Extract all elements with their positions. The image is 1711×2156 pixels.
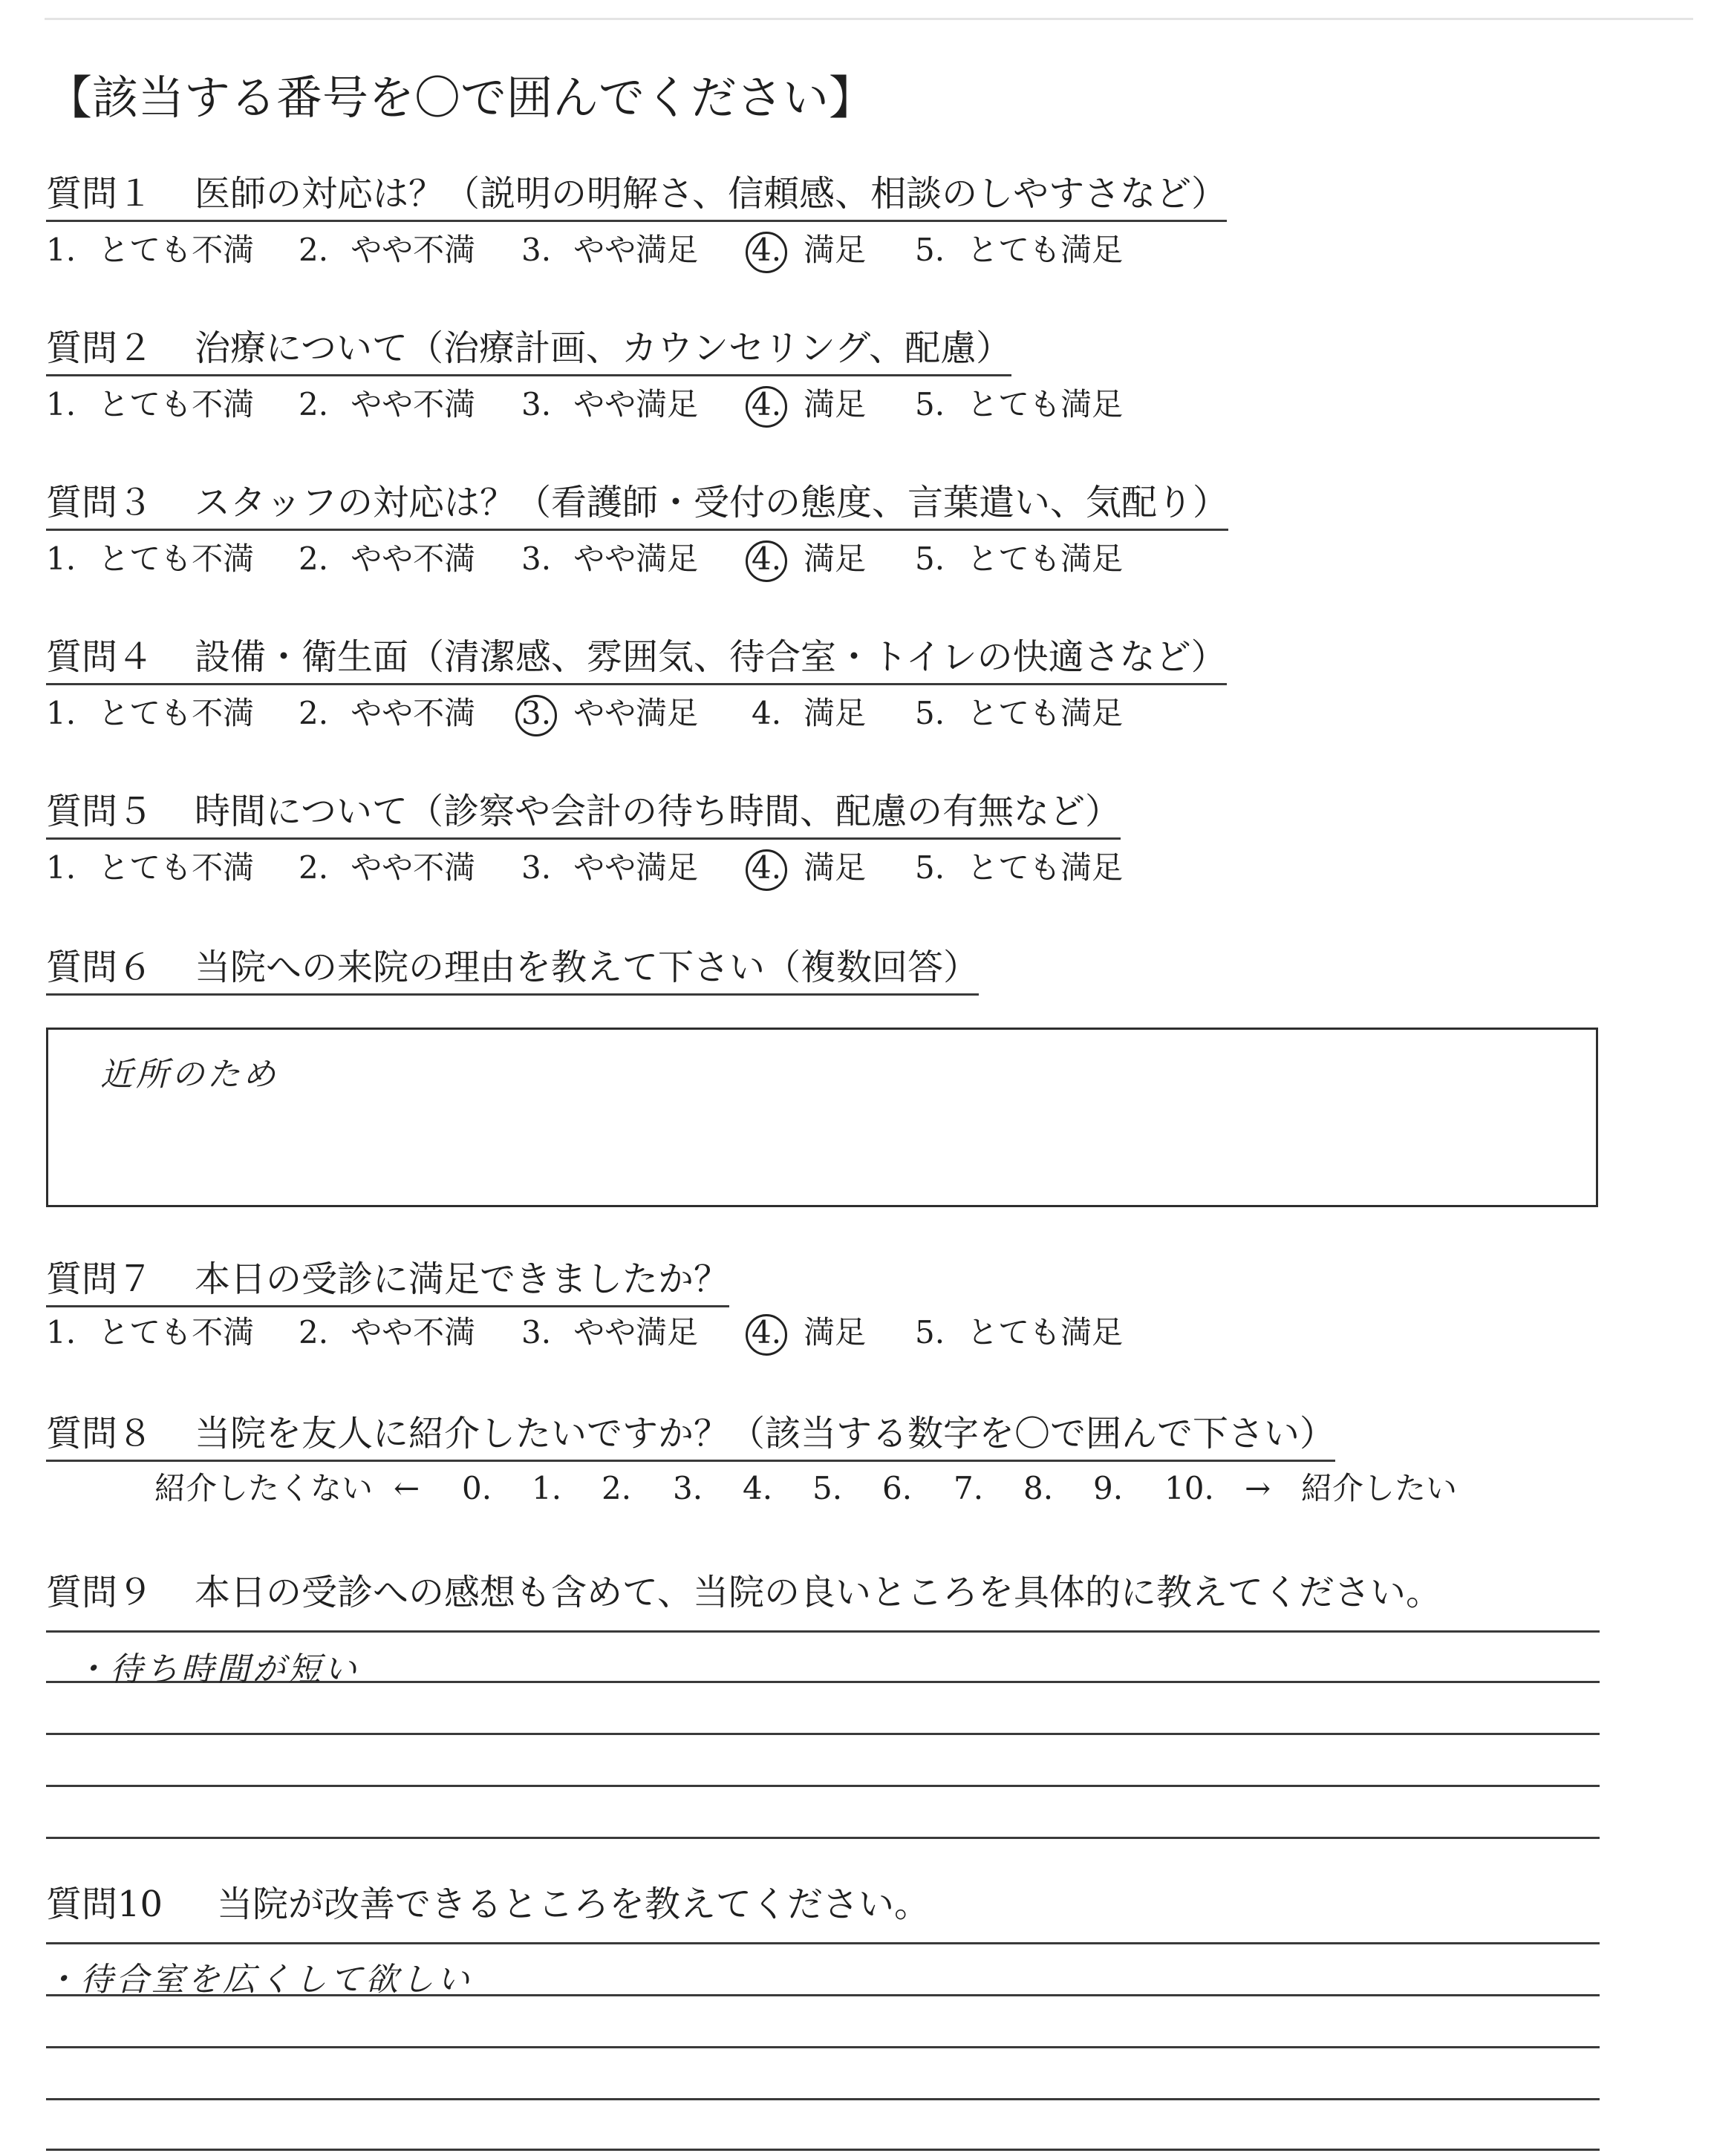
choice-label: やや不満 — [351, 232, 476, 268]
choice-label: とても不満 — [98, 232, 255, 268]
answer-line — [46, 2149, 1600, 2151]
choice-label: とても不満 — [98, 1314, 255, 1350]
choice-option-2[interactable] — [299, 1314, 475, 1351]
scale-value-1[interactable]: 1. — [532, 1470, 562, 1506]
choice-label: やや不満 — [351, 695, 476, 731]
page-heading: 【該当する番号を〇で囲んでください】 — [46, 71, 876, 125]
answer-line — [46, 1733, 1600, 1735]
choice-option-1[interactable] — [46, 232, 254, 269]
choice-number: 2. — [299, 386, 329, 422]
scale-value-2[interactable]: 2. — [602, 1470, 632, 1506]
choice-label: やや満足 — [573, 1314, 699, 1350]
choice-option-4[interactable] — [752, 849, 866, 886]
choice-label: とても不満 — [98, 695, 255, 731]
choice-option-2[interactable] — [299, 695, 475, 732]
question-number: 質問２ — [46, 327, 154, 369]
choice-number: 2. — [299, 849, 329, 886]
scale-value-4[interactable]: 4. — [743, 1470, 773, 1506]
handwritten-answer: ・待合室を広くして欲しい — [45, 1961, 472, 1999]
choice-option-5[interactable] — [915, 540, 1123, 578]
scale-value-10[interactable]: 10. — [1164, 1470, 1214, 1506]
choice-number: 4. — [752, 1314, 782, 1350]
recommend-scale — [0, 1470, 1711, 1507]
choice-number: 3. — [521, 232, 552, 268]
question-number: 質問５ — [46, 791, 154, 832]
answer-line — [46, 1630, 1600, 1633]
question-3-title — [46, 480, 1228, 531]
scale-value-0[interactable]: 0. — [462, 1470, 492, 1506]
choice-option-1[interactable] — [46, 386, 254, 423]
question-text: スタッフの対応は？（看護師・受付の態度、言葉遣い、気配り） — [195, 482, 1229, 523]
choice-number: 4. — [752, 386, 782, 422]
choice-option-5[interactable] — [915, 232, 1123, 269]
question-number: 質問７ — [46, 1258, 154, 1300]
choice-option-3[interactable] — [521, 540, 698, 578]
question-text: 本日の受診への感想も含めて、当院の良いところを具体的に教えてください。 — [195, 1572, 1442, 1613]
scale-right-arrow: → — [1245, 1470, 1271, 1506]
question-number: 質問８ — [46, 1413, 154, 1454]
choice-label: 満足 — [804, 386, 867, 422]
handwritten-answer: ・待ち時間が短い — [74, 1650, 359, 1688]
choice-label: とても不満 — [98, 849, 255, 886]
scale-value-9[interactable]: 9. — [1093, 1470, 1124, 1506]
scale-value-5[interactable]: 5. — [812, 1470, 843, 1506]
choice-number: 4. — [752, 232, 782, 268]
scale-right-label: 紹介したい — [1301, 1470, 1458, 1506]
choice-number: 2. — [299, 232, 329, 268]
choice-label: やや不満 — [351, 1314, 476, 1350]
scale-value-3[interactable]: 3. — [673, 1470, 703, 1506]
choice-number: 5. — [915, 849, 945, 886]
choice-label: やや満足 — [573, 540, 699, 577]
choice-label: やや不満 — [351, 540, 476, 577]
choice-number: 5. — [915, 1314, 945, 1350]
choice-label: とても満足 — [967, 695, 1124, 731]
scale-left-label: 紹介したくない — [154, 1470, 374, 1506]
choice-label: 満足 — [804, 695, 867, 731]
choice-number: 4. — [752, 849, 782, 886]
question-text: 時間について（診察や会計の待ち時間、配慮の有無など） — [195, 791, 1121, 832]
choice-label: とても満足 — [967, 540, 1124, 577]
choice-option-2[interactable] — [299, 849, 475, 886]
choice-number: 2. — [299, 540, 329, 577]
choice-option-3[interactable] — [521, 695, 698, 732]
handwritten-answer: 近所のため — [100, 1056, 278, 1094]
choice-label: 満足 — [804, 540, 867, 577]
choice-label: とても不満 — [98, 386, 255, 422]
question-9-title — [46, 1569, 1441, 1618]
choice-option-2[interactable] — [299, 232, 475, 269]
question-number: 質問９ — [46, 1572, 154, 1613]
choice-option-4[interactable] — [752, 695, 866, 732]
choice-option-4[interactable] — [752, 540, 866, 578]
question-text: 治療について（治療計画、カウンセリング、配慮） — [195, 327, 1012, 369]
choice-number: 1. — [46, 849, 76, 886]
choice-label: やや満足 — [573, 849, 699, 886]
choice-option-4[interactable] — [752, 1314, 866, 1351]
question-text: 当院を友人に紹介したいですか？（該当する数字を〇で囲んで下さい） — [195, 1413, 1336, 1454]
question-text: 設備・衛生面（清潔感、雰囲気、待合室・トイレの快適さなど） — [195, 636, 1227, 678]
choice-option-2[interactable] — [299, 540, 475, 578]
choice-label: とても満足 — [967, 232, 1124, 268]
choice-label: やや満足 — [573, 232, 699, 268]
choice-label: 満足 — [804, 1314, 867, 1350]
page-top-rule — [45, 18, 1693, 20]
scale-value-8[interactable]: 8. — [1023, 1470, 1054, 1506]
scale-value-7[interactable]: 7. — [954, 1470, 984, 1506]
question-number: 質問１ — [46, 173, 154, 215]
choice-number: 1. — [46, 1314, 76, 1350]
choice-number: 1. — [46, 540, 76, 577]
choice-option-1[interactable] — [46, 1314, 254, 1351]
choice-number: 3. — [521, 849, 552, 886]
choice-option-3[interactable] — [521, 1314, 698, 1351]
answer-line — [46, 2098, 1600, 2100]
choice-number: 5. — [915, 386, 945, 422]
question-text: 本日の受診に満足できましたか？ — [195, 1258, 730, 1300]
choice-label: 満足 — [804, 232, 867, 268]
choice-number: 1. — [46, 386, 76, 422]
question-2-title — [46, 325, 1011, 376]
choice-number: 5. — [915, 540, 945, 577]
choice-label: とても満足 — [967, 1314, 1124, 1350]
answer-line — [46, 2046, 1600, 2048]
choice-option-5[interactable] — [915, 386, 1123, 423]
question-7-title — [46, 1256, 729, 1307]
choice-number: 3. — [521, 540, 552, 577]
choice-option-3[interactable] — [521, 232, 698, 269]
question-6-title — [46, 944, 979, 996]
question-10-title — [46, 1881, 930, 1930]
choice-option-1[interactable] — [46, 540, 254, 578]
choice-option-5[interactable] — [915, 695, 1123, 732]
choice-label: とても満足 — [967, 386, 1124, 422]
question-number: 質問10 — [46, 1884, 163, 1925]
choice-number: 3. — [521, 386, 552, 422]
choice-label: やや満足 — [573, 695, 699, 731]
question-number: 質問６ — [46, 947, 154, 988]
scale-value-6[interactable]: 6. — [882, 1470, 913, 1506]
choice-number: 2. — [299, 1314, 329, 1350]
choice-option-3[interactable] — [521, 849, 698, 886]
choice-option-1[interactable] — [46, 849, 254, 886]
choice-option-5[interactable] — [915, 849, 1123, 886]
choice-label: とても満足 — [967, 849, 1124, 886]
choice-number: 5. — [915, 695, 945, 731]
scale-left-arrow: ← — [394, 1470, 420, 1506]
choice-option-5[interactable] — [915, 1314, 1123, 1351]
choice-number: 4. — [752, 540, 782, 577]
answer-line — [46, 1837, 1600, 1839]
answer-line — [46, 1942, 1600, 1944]
choice-number: 1. — [46, 232, 76, 268]
choice-option-4[interactable] — [752, 386, 866, 423]
question-text: 当院が改善できるところを教えてください。 — [217, 1884, 931, 1925]
question-1-title — [46, 171, 1227, 222]
question-8-scale — [0, 1470, 1711, 1507]
choice-number: 2. — [299, 695, 329, 731]
question-5-title — [46, 788, 1121, 840]
question-number: 質問４ — [46, 636, 154, 678]
choice-number: 1. — [46, 695, 76, 731]
question-8-title — [46, 1411, 1335, 1462]
choice-number: 3. — [521, 1314, 552, 1350]
question-text: 当院への来院の理由を教えて下さい（複数回答） — [195, 947, 980, 988]
choice-number: 3. — [521, 695, 552, 731]
answer-line — [46, 1785, 1600, 1787]
choice-label: やや満足 — [573, 386, 699, 422]
question-4-title — [46, 634, 1227, 685]
choice-label: やや不満 — [351, 386, 476, 422]
choice-option-2[interactable] — [299, 386, 475, 423]
choice-label: 満足 — [804, 849, 867, 886]
choice-number: 4. — [752, 695, 782, 731]
choice-option-4[interactable] — [752, 232, 866, 269]
question-number: 質問３ — [46, 482, 154, 523]
question-text: 医師の対応は？（説明の明解さ、信頼感、相談のしやすさなど） — [195, 173, 1228, 215]
choice-label: やや不満 — [351, 849, 476, 886]
choice-option-3[interactable] — [521, 386, 698, 423]
choice-label: とても不満 — [98, 540, 255, 577]
choice-option-1[interactable] — [46, 695, 254, 732]
question-6-answer-box[interactable] — [46, 1028, 1598, 1207]
choice-number: 5. — [915, 232, 945, 268]
